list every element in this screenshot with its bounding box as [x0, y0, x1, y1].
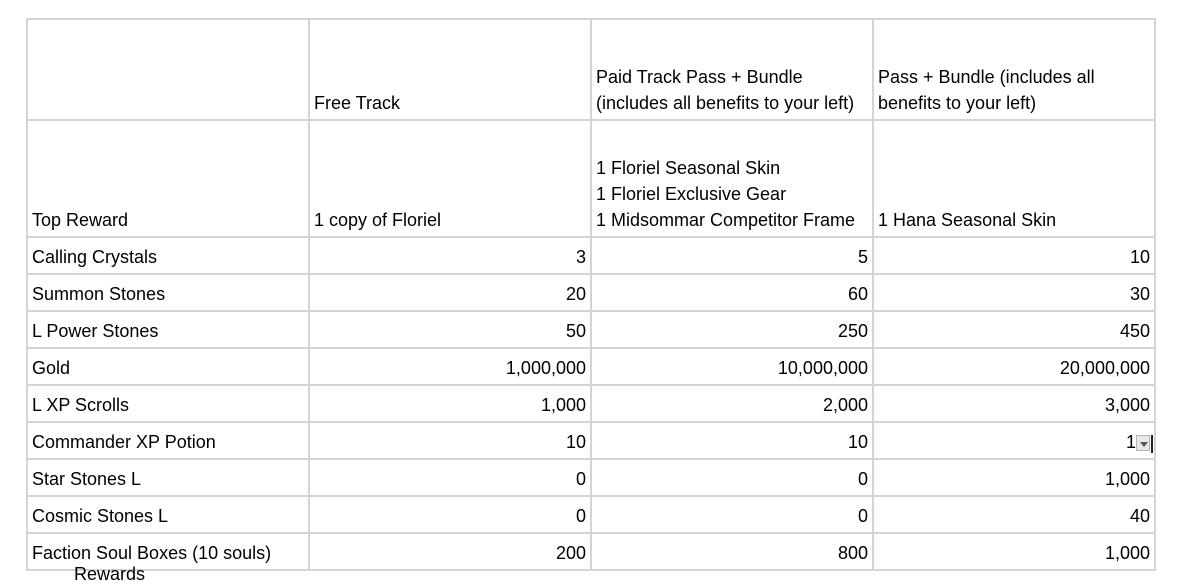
top-reward-paid-line: 1 Floriel Exclusive Gear — [596, 184, 787, 204]
row-label[interactable]: Commander XP Potion — [27, 422, 309, 459]
paid-value[interactable]: 10,000,000 — [591, 348, 873, 385]
paid-value[interactable]: 800 — [591, 533, 873, 570]
table-row — [27, 311, 1155, 348]
table-row — [27, 237, 1155, 274]
bundle-value[interactable]: 10 — [873, 237, 1155, 274]
free-value[interactable]: 10 — [309, 422, 591, 459]
table-row — [27, 496, 1155, 533]
cell-cursor — [1151, 435, 1153, 453]
row-label[interactable]: Gold — [27, 348, 309, 385]
table-row — [27, 274, 1155, 311]
bundle-value-cell[interactable] — [873, 422, 1155, 459]
rewards-table — [26, 18, 1156, 571]
paid-value[interactable]: 10 — [591, 422, 873, 459]
bundle-value[interactable]: 1,000 — [873, 459, 1155, 496]
row-label[interactable]: Star Stones L — [27, 459, 309, 496]
top-reward-free[interactable]: 1 copy of Floriel — [309, 120, 591, 237]
header-row — [27, 19, 1155, 120]
bundle-value[interactable]: 450 — [873, 311, 1155, 348]
bundle-value: 1 — [1125, 432, 1136, 452]
bundle-value[interactable]: 1,000 — [873, 533, 1155, 570]
bundle-value[interactable]: 20,000,000 — [873, 348, 1155, 385]
header-cell-pass-bundle[interactable]: Pass + Bundle (includes all benefits to your left) — [873, 19, 1155, 120]
top-reward-paid-line: 1 Midsommar Competitor Frame — [596, 210, 856, 230]
table-row — [27, 459, 1155, 496]
row-label[interactable]: Cosmic Stones L — [27, 496, 309, 533]
paid-value[interactable]: 0 — [591, 496, 873, 533]
footer-partial-text: Rewards — [74, 564, 146, 584]
top-reward-label[interactable]: Top Reward — [27, 120, 309, 237]
table-row — [27, 422, 1155, 459]
bundle-value[interactable]: 40 — [873, 496, 1155, 533]
free-value[interactable]: 1,000,000 — [309, 348, 591, 385]
free-value[interactable]: 20 — [309, 274, 591, 311]
paid-value[interactable]: 2,000 — [591, 385, 873, 422]
top-reward-bundle[interactable]: 1 Hana Seasonal Skin — [873, 120, 1155, 237]
table-row — [27, 533, 1155, 570]
top-reward-paid-line: 1 Floriel Seasonal Skin — [596, 158, 781, 178]
free-value[interactable]: 1,000 — [309, 385, 591, 422]
header-cell-empty[interactable] — [27, 19, 309, 120]
dropdown-box — [1136, 435, 1150, 451]
paid-value[interactable]: 60 — [591, 274, 873, 311]
dropdown-arrow-icon[interactable] — [1136, 435, 1150, 451]
free-value[interactable]: 0 — [309, 459, 591, 496]
bundle-value[interactable]: 30 — [873, 274, 1155, 311]
header-cell-paid-track[interactable]: Paid Track Pass + Bundle (includes all benefits to your left) — [591, 19, 873, 120]
bundle-value[interactable]: 3,000 — [873, 385, 1155, 422]
paid-value[interactable]: 0 — [591, 459, 873, 496]
top-reward-row — [27, 120, 1155, 237]
row-label[interactable]: L XP Scrolls — [27, 385, 309, 422]
top-reward-paid[interactable] — [591, 120, 873, 237]
free-value[interactable]: 200 — [309, 533, 591, 570]
free-value[interactable]: 50 — [309, 311, 591, 348]
row-label[interactable]: Faction Soul Boxes (10 souls) — [27, 533, 309, 570]
paid-value[interactable]: 250 — [591, 311, 873, 348]
row-label[interactable]: Summon Stones — [27, 274, 309, 311]
row-label[interactable]: L Power Stones — [27, 311, 309, 348]
table-row — [27, 348, 1155, 385]
table-row — [27, 385, 1155, 422]
free-value[interactable]: 3 — [309, 237, 591, 274]
row-label[interactable]: Calling Crystals — [27, 237, 309, 274]
paid-value[interactable]: 5 — [591, 237, 873, 274]
header-cell-free-track[interactable]: Free Track — [309, 19, 591, 120]
free-value[interactable]: 0 — [309, 496, 591, 533]
